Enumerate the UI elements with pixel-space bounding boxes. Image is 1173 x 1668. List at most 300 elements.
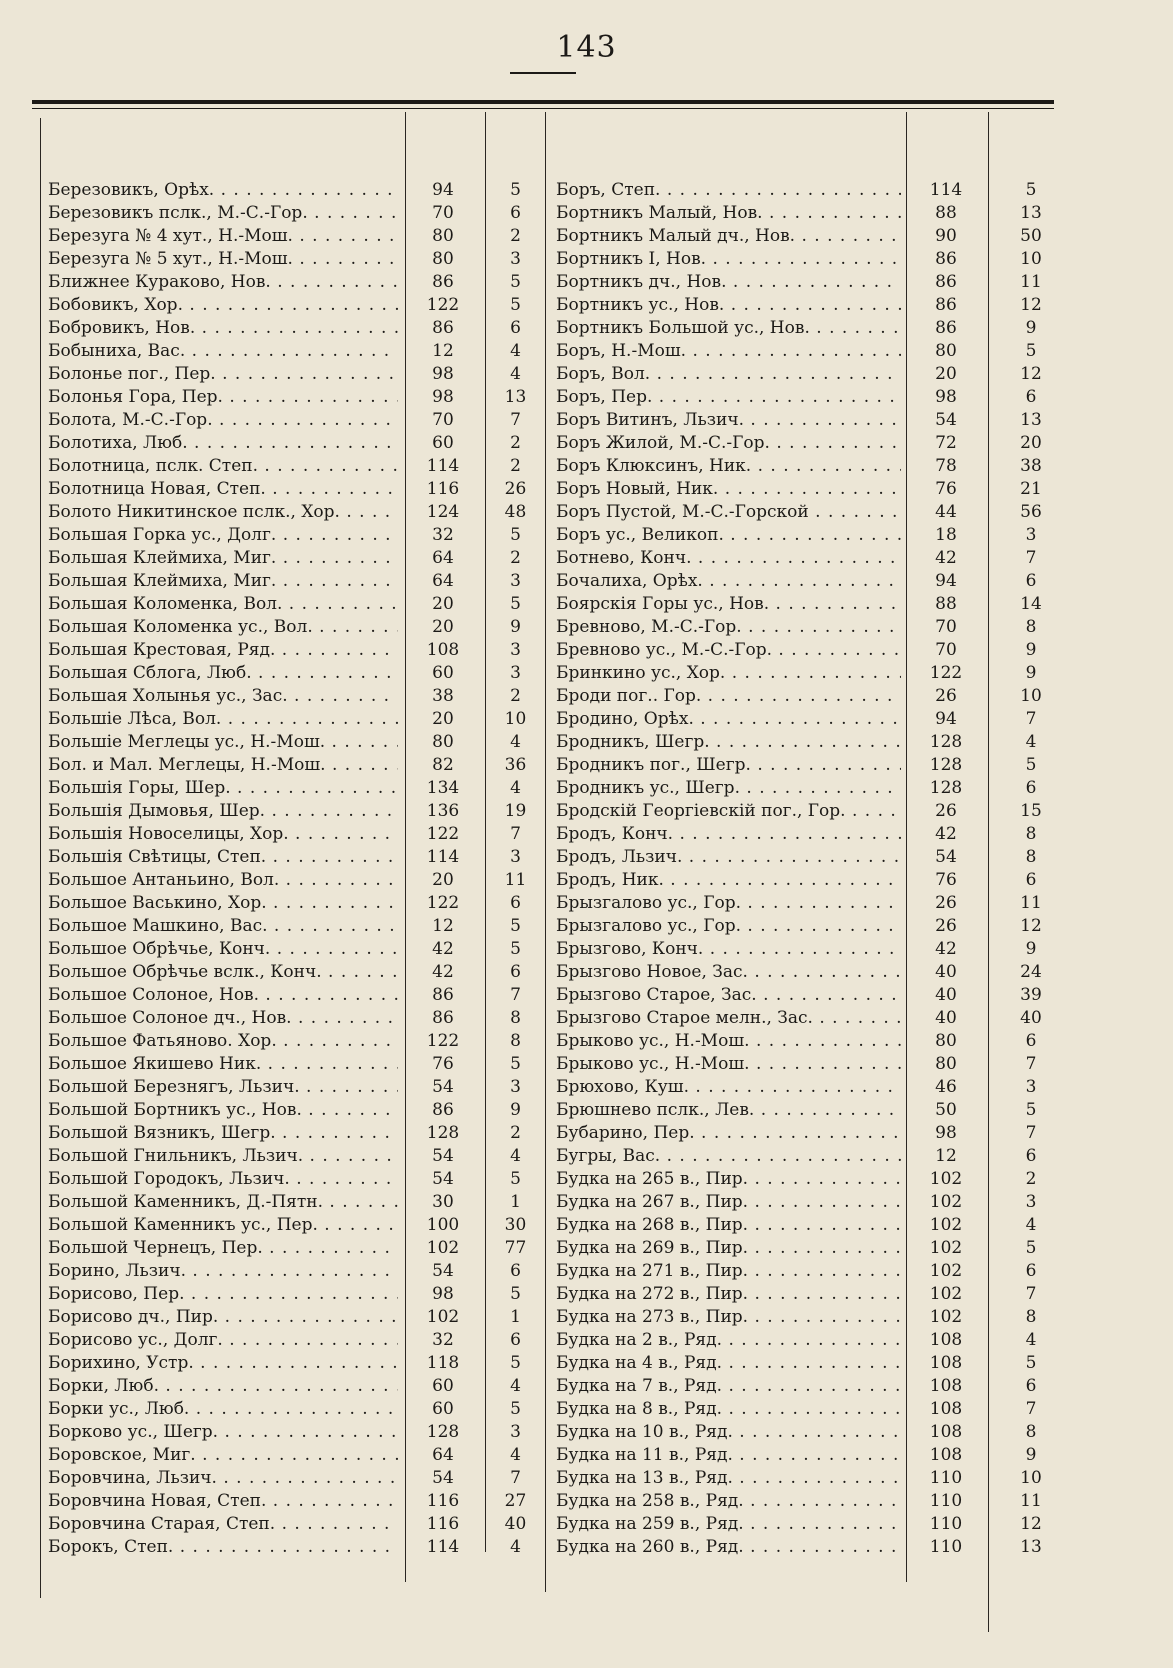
place-name: Будка на 268 в., Пир. . . . xyxy=(556,1214,901,1237)
entry-number: 4 xyxy=(510,364,521,384)
place-name: Бобовикъ, Хор. . . . xyxy=(48,294,398,317)
page-ref: 98 xyxy=(935,1123,957,1143)
entry-number: 5 xyxy=(1025,1353,1037,1373)
entry-number: 5 xyxy=(510,1054,521,1074)
place-name: Большой Каменникъ ус., Пер. . . . xyxy=(48,1214,398,1237)
place-name: Борино, Льзич. . . . xyxy=(48,1260,398,1283)
entry-number: 12 xyxy=(1020,295,1042,315)
entry-number: 4 xyxy=(510,778,521,798)
entry-number: 9 xyxy=(1025,318,1037,338)
index-entry xyxy=(556,363,1071,386)
place-name: Будка на 259 в., Ряд. . . . xyxy=(556,1513,901,1536)
entry-number: 4 xyxy=(510,1537,521,1557)
place-name: Болонья Гора, Пер. . . . xyxy=(48,386,398,409)
page-ref: 124 xyxy=(426,502,460,522)
place-name: Бубарино, Пер. . . . xyxy=(556,1122,901,1145)
entry-number: 9 xyxy=(1025,663,1037,683)
page-ref: 76 xyxy=(935,479,957,499)
place-name: Будка на 11 в., Ряд. . . . xyxy=(556,1444,901,1467)
page-ref: 98 xyxy=(935,387,957,407)
place-name: Бортникъ ус., Нов. . . . xyxy=(556,294,901,317)
page-ref: 70 xyxy=(935,617,957,637)
entry-number: 4 xyxy=(1025,732,1037,752)
entry-number: 14 xyxy=(1020,594,1042,614)
index-entry xyxy=(556,1191,1071,1214)
entry-number: 19 xyxy=(504,801,527,821)
index-entry xyxy=(48,639,543,662)
entry-number: 7 xyxy=(1025,1054,1037,1074)
page-ref: 86 xyxy=(432,318,454,338)
index-entry xyxy=(48,409,543,432)
index-entry xyxy=(556,1053,1071,1076)
place-name: Болотница Новая, Степ. . . . xyxy=(48,478,398,501)
index-entry xyxy=(48,1490,543,1513)
entry-number: 6 xyxy=(510,962,521,982)
place-name: Бортникъ Малый дч., Нов. . . . xyxy=(556,225,901,248)
index-entry xyxy=(556,1536,1071,1559)
place-name: Болотница, пслк. Степ. . . . xyxy=(48,455,398,478)
place-name: Большое Машкино, Вас. . . . xyxy=(48,915,398,938)
place-name: Боръ, Н.-Мош. . . . xyxy=(556,340,901,363)
index-entry xyxy=(48,1329,543,1352)
index-entry xyxy=(48,1260,543,1283)
entry-number: 20 xyxy=(1020,433,1042,453)
page-ref: 54 xyxy=(935,847,957,867)
place-name: Болонье пог., Пер. . . . xyxy=(48,363,398,386)
index-entry xyxy=(48,593,543,616)
index-entry xyxy=(556,271,1071,294)
page-ref: 54 xyxy=(432,1169,454,1189)
index-entry xyxy=(556,179,1071,202)
page-ref: 102 xyxy=(929,1238,963,1258)
place-name: Большое Антаньино, Вол. . . . xyxy=(48,869,398,892)
index-entry xyxy=(48,1191,543,1214)
place-name: Боровчина Новая, Степ. . . . xyxy=(48,1490,398,1513)
index-entry xyxy=(48,478,543,501)
page-ref: 20 xyxy=(432,594,454,614)
place-name: Боровчина, Льзич. . . . xyxy=(48,1467,398,1490)
place-name: Будка на 7 в., Ряд. . . . xyxy=(556,1375,901,1398)
page-ref: 42 xyxy=(432,962,454,982)
index-entry xyxy=(556,501,1071,524)
page-ref: 116 xyxy=(426,479,460,499)
place-name: Бобыниха, Вас. . . . xyxy=(48,340,398,363)
entry-number: 7 xyxy=(510,1468,521,1488)
page-ref: 90 xyxy=(935,226,957,246)
place-name: Боръ Пустой, М.-С.-Горской . . . xyxy=(556,501,901,524)
place-name: Будка на 273 в., Пир. . . . xyxy=(556,1306,901,1329)
place-name: Большая Клеймиха, Миг. . . . xyxy=(48,547,398,570)
index-entry xyxy=(556,1030,1071,1053)
index-entry xyxy=(48,1398,543,1421)
index-entry xyxy=(556,409,1071,432)
entry-number: 2 xyxy=(510,548,521,568)
place-name: Большой Вязникъ, Шегр. . . . xyxy=(48,1122,398,1145)
page-ref: 82 xyxy=(432,755,454,775)
entry-number: 6 xyxy=(1025,1031,1037,1051)
place-name: Боровчина Старая, Степ. . . . xyxy=(48,1513,398,1536)
entry-number: 4 xyxy=(510,1146,521,1166)
index-entry xyxy=(48,317,543,340)
entry-number: 6 xyxy=(1025,1146,1037,1166)
index-entry xyxy=(556,685,1071,708)
entry-number: 10 xyxy=(1020,686,1042,706)
entry-number: 4 xyxy=(510,341,521,361)
place-name: Большой Березнягъ, Льзич. . . . xyxy=(48,1076,398,1099)
index-entry xyxy=(556,708,1071,731)
index-entry xyxy=(48,1099,543,1122)
page-ref: 20 xyxy=(935,364,957,384)
index-entry xyxy=(556,317,1071,340)
entry-number: 38 xyxy=(1020,456,1042,476)
page-ref: 108 xyxy=(929,1353,963,1373)
page-ref: 64 xyxy=(432,571,454,591)
page-ref: 114 xyxy=(929,180,963,200)
entry-number: 4 xyxy=(510,1445,521,1465)
index-entry xyxy=(556,892,1071,915)
page-ref: 98 xyxy=(432,364,454,384)
page-ref: 46 xyxy=(935,1077,957,1097)
index-entry xyxy=(48,547,543,570)
entry-number: 5 xyxy=(1025,1238,1037,1258)
index-entry xyxy=(48,501,543,524)
place-name: Боръ Жилой, М.-С.-Гор. . . . xyxy=(556,432,901,455)
page-ref: 12 xyxy=(935,1146,957,1166)
page-ref: 42 xyxy=(432,939,454,959)
entry-number: 3 xyxy=(510,663,521,683)
entry-number: 3 xyxy=(1025,1077,1037,1097)
place-name: Большая Клеймиха, Миг. . . . xyxy=(48,570,398,593)
place-name: Болота, М.-С.-Гор. . . . xyxy=(48,409,398,432)
place-name: Бродскій Георгіевскій пог., Гор. . . . xyxy=(556,800,901,823)
place-name: Боръ, Пер. . . . xyxy=(556,386,901,409)
index-entry xyxy=(556,662,1071,685)
left-border xyxy=(40,118,41,1598)
index-entry xyxy=(48,754,543,777)
page-ref: 108 xyxy=(929,1330,963,1350)
place-name: Борисово дч., Пир. . . . xyxy=(48,1306,398,1329)
right-column xyxy=(556,179,1071,1559)
entry-number: 5 xyxy=(510,1399,521,1419)
index-entry xyxy=(48,455,543,478)
entry-number: 2 xyxy=(510,433,521,453)
place-name: Березовикъ пслк., М.-С.-Гор. . . . xyxy=(48,202,398,225)
index-entry xyxy=(48,1306,543,1329)
index-entry xyxy=(48,1352,543,1375)
page-ref: 122 xyxy=(426,824,460,844)
entry-number: 6 xyxy=(510,318,521,338)
entry-number: 2 xyxy=(1025,1169,1037,1189)
index-entry xyxy=(556,1513,1071,1536)
index-entry xyxy=(556,547,1071,570)
place-name: Будка на 271 в., Пир. . . . xyxy=(556,1260,901,1283)
entry-number: 1 xyxy=(510,1307,521,1327)
index-entry xyxy=(48,340,543,363)
page-number-underline xyxy=(510,72,576,74)
entry-number: 2 xyxy=(510,686,521,706)
index-entry xyxy=(556,1283,1071,1306)
place-name: Бродъ, Льзич. . . . xyxy=(556,846,901,869)
index-entry xyxy=(556,202,1071,225)
page-ref: 26 xyxy=(935,916,957,936)
place-name: Боръ Новый, Ник. . . . xyxy=(556,478,901,501)
entry-number: 13 xyxy=(1020,203,1042,223)
entry-number: 4 xyxy=(1025,1330,1037,1350)
entry-number: 9 xyxy=(1025,939,1037,959)
page-ref: 116 xyxy=(426,1491,460,1511)
place-name: Брыково ус., Н.-Мош. . . . xyxy=(556,1053,901,1076)
entry-number: 11 xyxy=(504,870,527,890)
page-ref: 20 xyxy=(432,617,454,637)
index-entry xyxy=(556,754,1071,777)
place-name: Большіе Меглецы ус., Н.-Мош. . . . xyxy=(48,731,398,754)
index-entry xyxy=(48,1444,543,1467)
page-ref: 12 xyxy=(432,341,454,361)
index-entry xyxy=(48,1053,543,1076)
place-name: Большіе Лѣса, Вол. . . . xyxy=(48,708,398,731)
entry-number: 7 xyxy=(510,824,521,844)
index-entry xyxy=(48,1421,543,1444)
entry-number: 5 xyxy=(510,1169,521,1189)
place-name: Большой Чернецъ, Пер. . . . xyxy=(48,1237,398,1260)
page-ref: 108 xyxy=(929,1376,963,1396)
place-name: Борисово, Пер. . . . xyxy=(48,1283,398,1306)
entry-number: 5 xyxy=(510,180,521,200)
page-ref: 42 xyxy=(935,548,957,568)
entry-number: 5 xyxy=(510,916,521,936)
index-entry xyxy=(48,1214,543,1237)
place-name: Ботнево, Конч. . . . xyxy=(556,547,901,570)
entry-number: 9 xyxy=(1025,1445,1037,1465)
index-entry xyxy=(48,961,543,984)
index-entry xyxy=(556,1421,1071,1444)
entry-number: 13 xyxy=(1020,1537,1042,1557)
place-name: Будка на 269 в., Пир. . . . xyxy=(556,1237,901,1260)
page-ref: 80 xyxy=(935,1031,957,1051)
index-entry xyxy=(48,1513,543,1536)
entry-number: 3 xyxy=(510,640,521,660)
page-ref: 78 xyxy=(935,456,957,476)
page-ref: 102 xyxy=(426,1238,460,1258)
page-ref: 54 xyxy=(432,1077,454,1097)
entry-number: 6 xyxy=(510,1330,521,1350)
index-entry xyxy=(48,938,543,961)
page-ref: 122 xyxy=(426,893,460,913)
page-ref: 108 xyxy=(929,1399,963,1419)
index-entry xyxy=(556,869,1071,892)
index-entry xyxy=(556,938,1071,961)
index-entry xyxy=(556,432,1071,455)
index-entry xyxy=(556,984,1071,1007)
page-ref: 86 xyxy=(935,249,957,269)
page-ref: 86 xyxy=(935,295,957,315)
index-entry xyxy=(48,869,543,892)
place-name: Ближнее Кураково, Нов. . . . xyxy=(48,271,398,294)
entry-number: 8 xyxy=(1025,1422,1037,1442)
page-ref: 38 xyxy=(432,686,454,706)
place-name: Бродникъ пог., Шегр. . . . xyxy=(556,754,901,777)
page-ref: 88 xyxy=(935,594,957,614)
page-ref: 80 xyxy=(432,226,454,246)
page-ref: 102 xyxy=(929,1192,963,1212)
place-name: Большое Солоное дч., Нов. . . . xyxy=(48,1007,398,1030)
page-ref: 40 xyxy=(935,985,957,1005)
page-ref: 40 xyxy=(935,1008,957,1028)
page-ref: 42 xyxy=(935,824,957,844)
entry-number: 4 xyxy=(510,1376,521,1396)
entry-number: 5 xyxy=(510,1353,521,1373)
place-name: Будка на 8 в., Ряд. . . . xyxy=(556,1398,901,1421)
page-ref: 54 xyxy=(432,1261,454,1281)
index-entry xyxy=(556,1099,1071,1122)
entry-number: 8 xyxy=(1025,824,1037,844)
entry-number: 77 xyxy=(504,1238,527,1258)
entry-number: 36 xyxy=(504,755,527,775)
place-name: Бобровикъ, Нов. . . . xyxy=(48,317,398,340)
entry-number: 7 xyxy=(1025,1123,1037,1143)
entry-number: 11 xyxy=(1020,1491,1042,1511)
place-name: Бортникъ Большой ус., Нов. . . . xyxy=(556,317,901,340)
page-ref: 60 xyxy=(432,1399,454,1419)
place-name: Большія Новоселицы, Хор. . . . xyxy=(48,823,398,846)
index-entry xyxy=(556,1260,1071,1283)
page-ref: 60 xyxy=(432,663,454,683)
place-name: Будка на 10 в., Ряд. . . . xyxy=(556,1421,901,1444)
index-entry xyxy=(48,915,543,938)
page-ref: 86 xyxy=(432,272,454,292)
index-entry xyxy=(48,708,543,731)
index-entry xyxy=(556,455,1071,478)
index-entry xyxy=(556,1467,1071,1490)
index-entry xyxy=(556,1076,1071,1099)
entry-number: 2 xyxy=(510,456,521,476)
page-ref: 108 xyxy=(929,1445,963,1465)
index-entry xyxy=(556,1237,1071,1260)
entry-number: 5 xyxy=(510,272,521,292)
index-entry xyxy=(48,225,543,248)
place-name: Березуга № 5 хут., Н.-Мош. . . . xyxy=(48,248,398,271)
page-ref: 26 xyxy=(935,801,957,821)
index-entry xyxy=(556,846,1071,869)
index-entry xyxy=(48,1168,543,1191)
index-entry xyxy=(556,1329,1071,1352)
page-ref: 100 xyxy=(426,1215,460,1235)
entry-number: 5 xyxy=(510,1284,521,1304)
index-entry xyxy=(48,271,543,294)
index-entry xyxy=(556,731,1071,754)
place-name: Большія Свѣтицы, Степ. . . . xyxy=(48,846,398,869)
place-name: Брюшнево пслк., Лев. . . . xyxy=(556,1099,901,1122)
entry-number: 6 xyxy=(1025,571,1037,591)
entry-number: 9 xyxy=(1025,640,1037,660)
place-name: Бринкино ус., Хор. . . . xyxy=(556,662,901,685)
index-entry xyxy=(48,1467,543,1490)
index-entry xyxy=(556,248,1071,271)
entry-number: 3 xyxy=(510,571,521,591)
entry-number: 6 xyxy=(510,203,521,223)
entry-number: 6 xyxy=(1025,778,1037,798)
place-name: Большое Обрѣчье, Конч. . . . xyxy=(48,938,398,961)
place-name: Будка на 265 в., Пир. . . . xyxy=(556,1168,901,1191)
page-ref: 80 xyxy=(935,341,957,361)
entry-number: 5 xyxy=(1025,180,1037,200)
place-name: Брызгово Старое, Зас. . . . xyxy=(556,984,901,1007)
place-name: Брызгово, Конч. . . . xyxy=(556,938,901,961)
place-name: Борисово ус., Долг. . . . xyxy=(48,1329,398,1352)
place-name: Бортникъ I, Нов. . . . xyxy=(556,248,901,271)
place-name: Боръ Клюксинъ, Ник. . . . xyxy=(556,455,901,478)
index-entry xyxy=(48,662,543,685)
page-ref: 128 xyxy=(929,755,963,775)
page-ref: 86 xyxy=(935,318,957,338)
page-ref: 108 xyxy=(426,640,460,660)
place-name: Большая Сблогa, Люб. . . . xyxy=(48,662,398,685)
index-entry xyxy=(48,1007,543,1030)
page-ref: 102 xyxy=(426,1307,460,1327)
place-name: Будка на 260 в., Ряд. . . . xyxy=(556,1536,901,1559)
place-name: Будка на 272 в., Пир. . . . xyxy=(556,1283,901,1306)
place-name: Боръ Витинъ, Льзич. . . . xyxy=(556,409,901,432)
entry-number: 3 xyxy=(510,847,521,867)
page-ref: 20 xyxy=(432,709,454,729)
place-name: Бродникъ, Шегр. . . . xyxy=(556,731,901,754)
entry-number: 40 xyxy=(504,1514,527,1534)
index-entry xyxy=(556,777,1071,800)
place-name: Бродино, Орѣх. . . . xyxy=(556,708,901,731)
index-entry xyxy=(556,823,1071,846)
page-ref: 110 xyxy=(929,1468,963,1488)
page-ref: 60 xyxy=(432,433,454,453)
page-ref: 114 xyxy=(426,1537,460,1557)
page-ref: 102 xyxy=(929,1284,963,1304)
page-ref: 42 xyxy=(935,939,957,959)
index-entry xyxy=(48,432,543,455)
index-entry xyxy=(48,524,543,547)
entry-number: 12 xyxy=(1020,364,1042,384)
index-entry xyxy=(48,179,543,202)
entry-number: 3 xyxy=(1025,525,1037,545)
place-name: Болотиха, Люб. . . . xyxy=(48,432,398,455)
entry-number: 5 xyxy=(1025,341,1037,361)
place-name: Бочалиха, Орѣх. . . . xyxy=(556,570,901,593)
place-name: Борково ус., Шегр. . . . xyxy=(48,1421,398,1444)
entry-number: 5 xyxy=(510,295,521,315)
page-ref: 108 xyxy=(929,1422,963,1442)
index-entry xyxy=(556,639,1071,662)
entry-number: 5 xyxy=(1025,755,1037,775)
place-name: Большой Бортникъ ус., Нов. . . . xyxy=(48,1099,398,1122)
entry-number: 30 xyxy=(504,1215,527,1235)
page-ref: 60 xyxy=(432,1376,454,1396)
page-ref: 70 xyxy=(432,410,454,430)
entry-number: 6 xyxy=(1025,1261,1037,1281)
place-name: Боръ, Степ. . . . xyxy=(556,179,901,202)
entry-number: 9 xyxy=(510,1100,521,1120)
entry-number: 26 xyxy=(504,479,527,499)
page-ref: 86 xyxy=(935,272,957,292)
page-ref: 44 xyxy=(935,502,957,522)
place-name: Брызгалово ус., Гор. . . . xyxy=(556,892,901,915)
page-ref: 114 xyxy=(426,456,460,476)
entry-number: 7 xyxy=(1025,1284,1037,1304)
entry-number: 6 xyxy=(1025,1376,1037,1396)
place-name: Большой Городокъ, Льзич. . . . xyxy=(48,1168,398,1191)
page-ref: 70 xyxy=(935,640,957,660)
place-name: Будка на 2 в., Ряд. . . . xyxy=(556,1329,901,1352)
index-entry xyxy=(556,570,1071,593)
page-ref: 80 xyxy=(935,1054,957,1074)
place-name: Брюхово, Куш. . . . xyxy=(556,1076,901,1099)
